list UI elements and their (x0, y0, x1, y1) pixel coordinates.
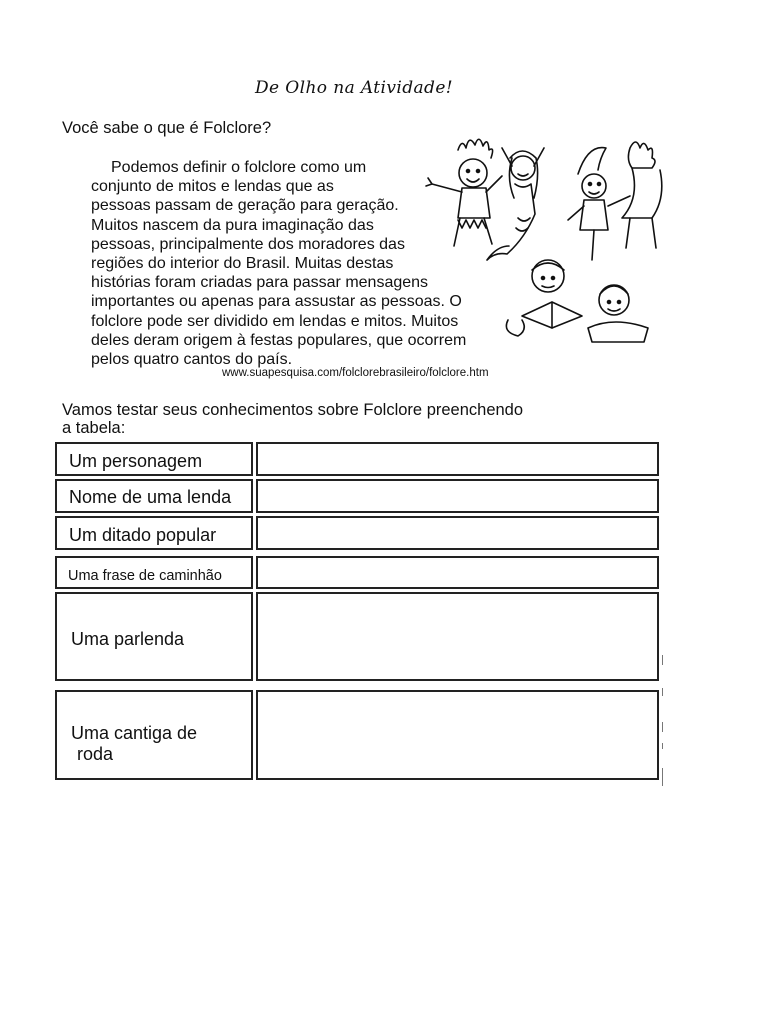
table-answer-cell[interactable] (256, 442, 659, 476)
instruction-text (62, 401, 523, 437)
table-label-cell (55, 556, 253, 589)
mermaid-character (487, 148, 544, 260)
intro-question: Você sabe o que é Folclore? (62, 119, 272, 137)
paragraph-line: pessoas, principalmente dos moradores das (91, 235, 405, 253)
table-answer-cell[interactable] (256, 479, 659, 513)
instruction-line: Vamos testar seus conhecimentos sobre Folclore preenchendo (62, 401, 524, 419)
instruction-line: a tabela: (62, 419, 126, 437)
row-label: Um personagem (69, 451, 203, 471)
paragraph-line: conjunto de mitos e lendas que as (91, 178, 334, 196)
paragraph-line: pessoas passam de geração para geração. (91, 197, 399, 215)
folklore-characters-illustration (418, 128, 670, 350)
table-label-cell (55, 479, 253, 513)
table-answer-cell[interactable] (256, 592, 659, 681)
paragraph-line: importantes ou apenas para assustar as pessoas. O (91, 293, 462, 311)
row-label-line: roda (77, 744, 114, 764)
table-label-cell (55, 592, 253, 681)
paragraph-line: histórias foram criadas para passar mensagens (91, 274, 429, 292)
paragraph-line: folclore pode ser dividido em lendas e mitos. Muitos (91, 312, 459, 330)
row-label: Um ditado popular (69, 525, 217, 545)
scan-mark (662, 722, 663, 732)
paragraph-line: deles deram origem à festas populares, que ocorrem (91, 331, 467, 349)
table-answer-cell[interactable] (256, 556, 659, 589)
paragraph-line: Muitos nascem da pura imaginação das (91, 216, 374, 234)
page-title: De Olho na Atividade! (254, 78, 454, 98)
table-answer-cell[interactable] (256, 690, 659, 780)
table-label-cell (55, 516, 253, 550)
row-label: Uma frase de caminhão (68, 568, 222, 584)
table-label-cell (55, 442, 253, 476)
scan-mark (662, 688, 663, 696)
table-answer-cell[interactable] (256, 516, 659, 550)
children-reading (506, 260, 648, 342)
scan-mark (662, 768, 663, 786)
source-url: www.suapesquisa.com/folclorebrasileiro/folclore.htm (222, 367, 489, 379)
flame-hair-character (426, 139, 502, 246)
scan-mark (662, 655, 663, 665)
paragraph-line: Podemos definir o folclore como um (111, 159, 367, 176)
paragraph-line: regiões do interior do Brasil. Muitas destas (91, 255, 394, 273)
saci-character (568, 148, 630, 260)
row-label-line: Uma cantiga de (71, 723, 198, 743)
scan-mark (662, 743, 663, 749)
paragraph-line: pelos quatro cantos do país. (91, 351, 293, 369)
row-label: Uma parlenda (71, 629, 185, 649)
row-label (71, 723, 197, 765)
table-label-cell (55, 690, 253, 780)
row-label: Nome de uma lenda (69, 487, 232, 507)
headless-mule-character (622, 142, 662, 248)
